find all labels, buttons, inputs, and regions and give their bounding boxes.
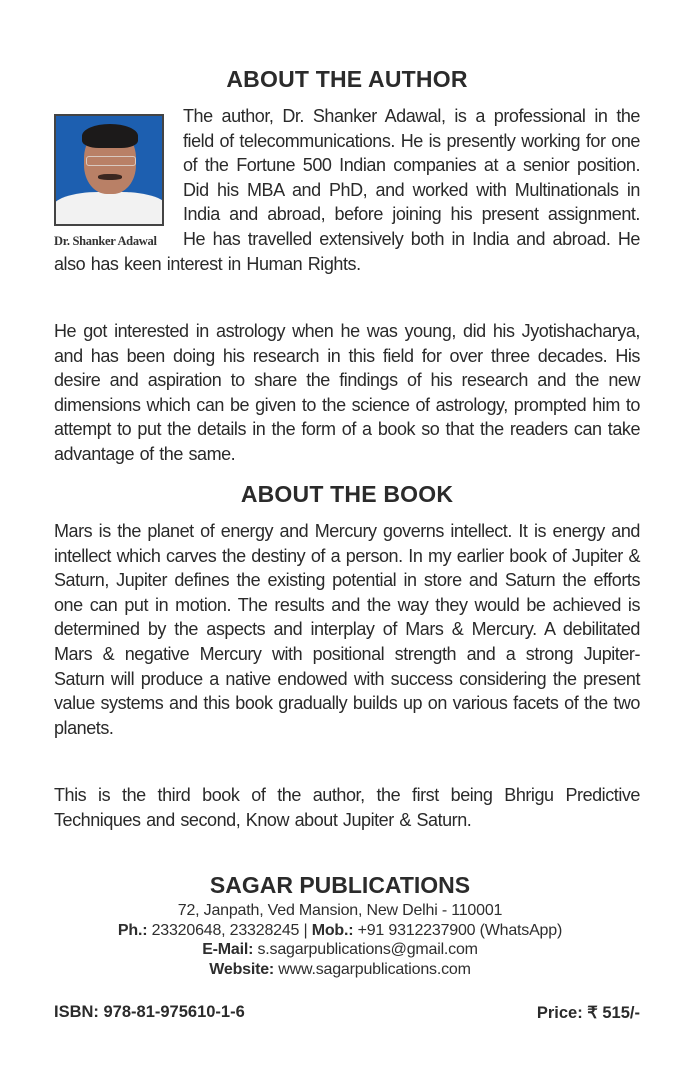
photo-caption: Dr. Shanker Adawal xyxy=(54,234,157,248)
website-label: Website: xyxy=(209,960,275,978)
phone-label: Ph.: xyxy=(117,921,148,939)
about-author-heading: ABOUT THE AUTHOR xyxy=(226,66,468,92)
author-paragraph-2: He got interested in astrology when he was young, did his Jyotishacharya, and has been doing his research in this field for over three decades. His desire and aspiration to share the findings of his research and the new dimensions which can be given to the science of astrology, prompted him to attempt to put the details in the form of a book so that the readers can take advantage of the same. xyxy=(54,321,640,464)
mobile-label: Mob.: xyxy=(311,921,354,939)
photo-mustache xyxy=(98,174,122,180)
book-paragraph-1: Mars is the planet of energy and Mercury governs intellect. It is energy and intellect which carves the destiny of a person. In my earlier book of Jupiter & Saturn, Jupiter defines the existing potential in store and Saturn the efforts one can put in motion. The results and the way they would be achieved is determined by the aspects and interplay of Mars & Mercury. A debilitated Mars & negative Mercury with positional strength and a strong Jupiter-Saturn will produce a native endowed with success considering the present value systems and this book gradually builds up on various facets of the two planets. xyxy=(54,521,640,738)
website-url: www.sagarpublications.com xyxy=(274,960,471,978)
email-address: s.sagarpublications@gmail.com xyxy=(253,941,478,958)
photo-glasses xyxy=(86,156,136,166)
photo-hair xyxy=(82,124,138,148)
publisher-address: 72, Janpath, Ved Mansion, New Delhi - 110001 xyxy=(177,902,503,919)
about-book-heading: ABOUT THE BOOK xyxy=(240,481,454,507)
author-bio-block xyxy=(54,104,640,276)
publisher-name: SAGAR PUBLICATIONS xyxy=(209,872,471,898)
publisher-website-line xyxy=(40,960,640,980)
mobile-number: +91 9312237900 (WhatsApp) xyxy=(353,921,563,939)
email-label: E-Mail: xyxy=(202,941,254,958)
author-photo xyxy=(54,114,164,226)
isbn: ISBN: 978-81-975610-1-6 xyxy=(54,1003,245,1021)
price: Price: ₹ 515/- xyxy=(536,1004,640,1022)
publisher-phone-line xyxy=(40,921,640,941)
publisher-email-line xyxy=(40,940,640,960)
photo-shirt xyxy=(54,192,164,226)
book-paragraph-2: This is the third book of the author, the first being Bhrigu Predictive Techniques and second, Know about Jupiter & Saturn. xyxy=(54,785,640,830)
author-paragraph-1: The author, Dr. Shanker Adawal, is a professional in the field of telecommunications. He is presently working for one of the Fortune 500 Indian companies at a senior position. Did his MBA and PhD, and worked with Multinationals in India and abroad, before joining his present assignment. He has travelled extensively both in India and abroad. He also has keen interest in Human Rights. xyxy=(54,106,640,274)
author-photo-figure xyxy=(54,114,166,249)
publisher-block xyxy=(40,872,640,979)
phone-numbers: 23320648, 23328245 | xyxy=(147,921,312,939)
footer xyxy=(54,1003,640,1023)
